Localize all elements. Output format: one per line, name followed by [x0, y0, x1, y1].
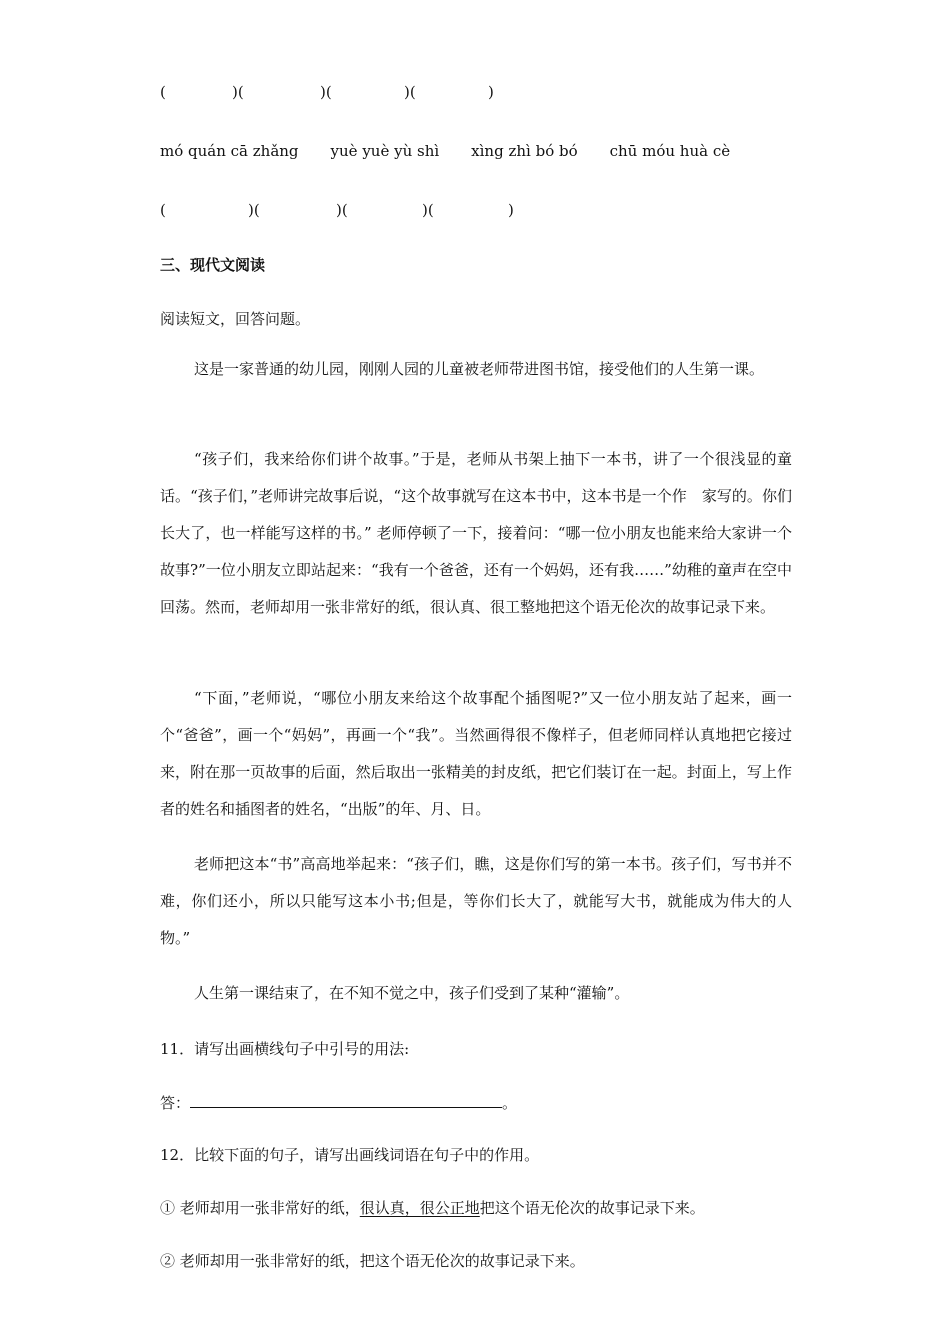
pinyin-row: [160, 142, 762, 160]
sentence-1: [160, 1197, 705, 1218]
reading-instruction: 阅读短文，回答问题。: [160, 310, 311, 328]
answer-label: 答：: [160, 1094, 191, 1112]
pinyin-item: yuè yuè yù shì: [330, 142, 440, 160]
bracket: (: [160, 201, 166, 219]
underlined-phrase: 很认真，很公正地: [359, 1199, 480, 1217]
section-title: 三、现代文阅读: [160, 256, 266, 274]
bracket: ): [508, 201, 514, 219]
bracket: )(: [422, 201, 434, 219]
bracket: )(: [320, 83, 332, 101]
bracket: )(: [404, 83, 416, 101]
bracket: )(: [232, 83, 244, 101]
question-11: 11．请写出画横线句子中引号的用法:: [160, 1040, 410, 1058]
sentence-2: ② 老师却用一张非常好的纸，把这个语无伦次的故事记录下来。: [160, 1252, 585, 1270]
answer-brackets-row-1: [160, 83, 494, 101]
sentence-1-prefix: ① 老师却用一张非常好的纸，: [160, 1199, 360, 1217]
pinyin-item: mó quán cā zhǎng: [160, 142, 299, 160]
answer-line: [160, 1092, 517, 1113]
pinyin-item: xìng zhì bó bó: [471, 142, 578, 160]
passage-paragraph-3: “下面，”老师说，“哪位小朋友来给这个故事配个插图呢?”又一位小朋友站了起来，画一个“爸爸”，画一个“妈妈”，再画一个“我”。当然画得很不像样子，但老师同样认真地把它接过来，附在那一页故事的后面，然后取出一张精美的封皮纸，把它们装订在一起。封面上，写上作者的姓名和插图者的姓名，“出版”的年、月、日。: [160, 689, 792, 818]
question-12: 12．比较下面的句子，请写出画线词语在句子中的作用。: [160, 1146, 540, 1164]
bracket: (: [160, 83, 166, 101]
bracket: )(: [336, 201, 348, 219]
answer-blank[interactable]: [190, 1093, 502, 1108]
answer-end: 。: [502, 1094, 518, 1112]
pinyin-item: chū móu huà cè: [609, 142, 731, 160]
sentence-1-suffix: 把这个语无伦次的故事记录下来。: [479, 1199, 705, 1217]
bracket: ): [488, 83, 494, 101]
bracket: )(: [248, 201, 260, 219]
answer-brackets-row-2: [160, 201, 514, 219]
passage-paragraph-5: 人生第一课结束了，在不知不觉之中，孩子们受到了某种“灌输”。: [194, 984, 630, 1002]
passage-paragraph-1: 这是一家普通的幼儿园，刚刚人园的儿童被老师带进图书馆，接受他们的人生第一课。: [194, 360, 765, 378]
passage-paragraph-4: 老师把这本“书”高高地举起来：“孩子们，瞧，这是你们写的第一本书。孩子们，写书并不难，你们还小，所以只能写这本小书;但是，等你们长大了，就能写大书，就能成为伟大的人物。”: [160, 855, 792, 947]
passage-paragraph-2: “孩子们，我来给你们讲个故事。”于是，老师从书架上抽下一本书，讲了一个很浅显的童话。“孩子们，”老师讲完故事后说，“这个故事就写在这本书中，这本书是一个作 家写的。你们长大了，也一样能写这样的书。” 老师停顿了一下，接着问：“哪一位小朋友也能来给大家讲一个故事?”一位小朋友立即站起来：“我有一个爸爸，还有一个妈妈，还有我……”幼稚的童声在空中回荡。然而，老师却用一张非常好的纸，很认真、很工整地把这个语无伦次的故事记录下来。: [160, 450, 792, 616]
